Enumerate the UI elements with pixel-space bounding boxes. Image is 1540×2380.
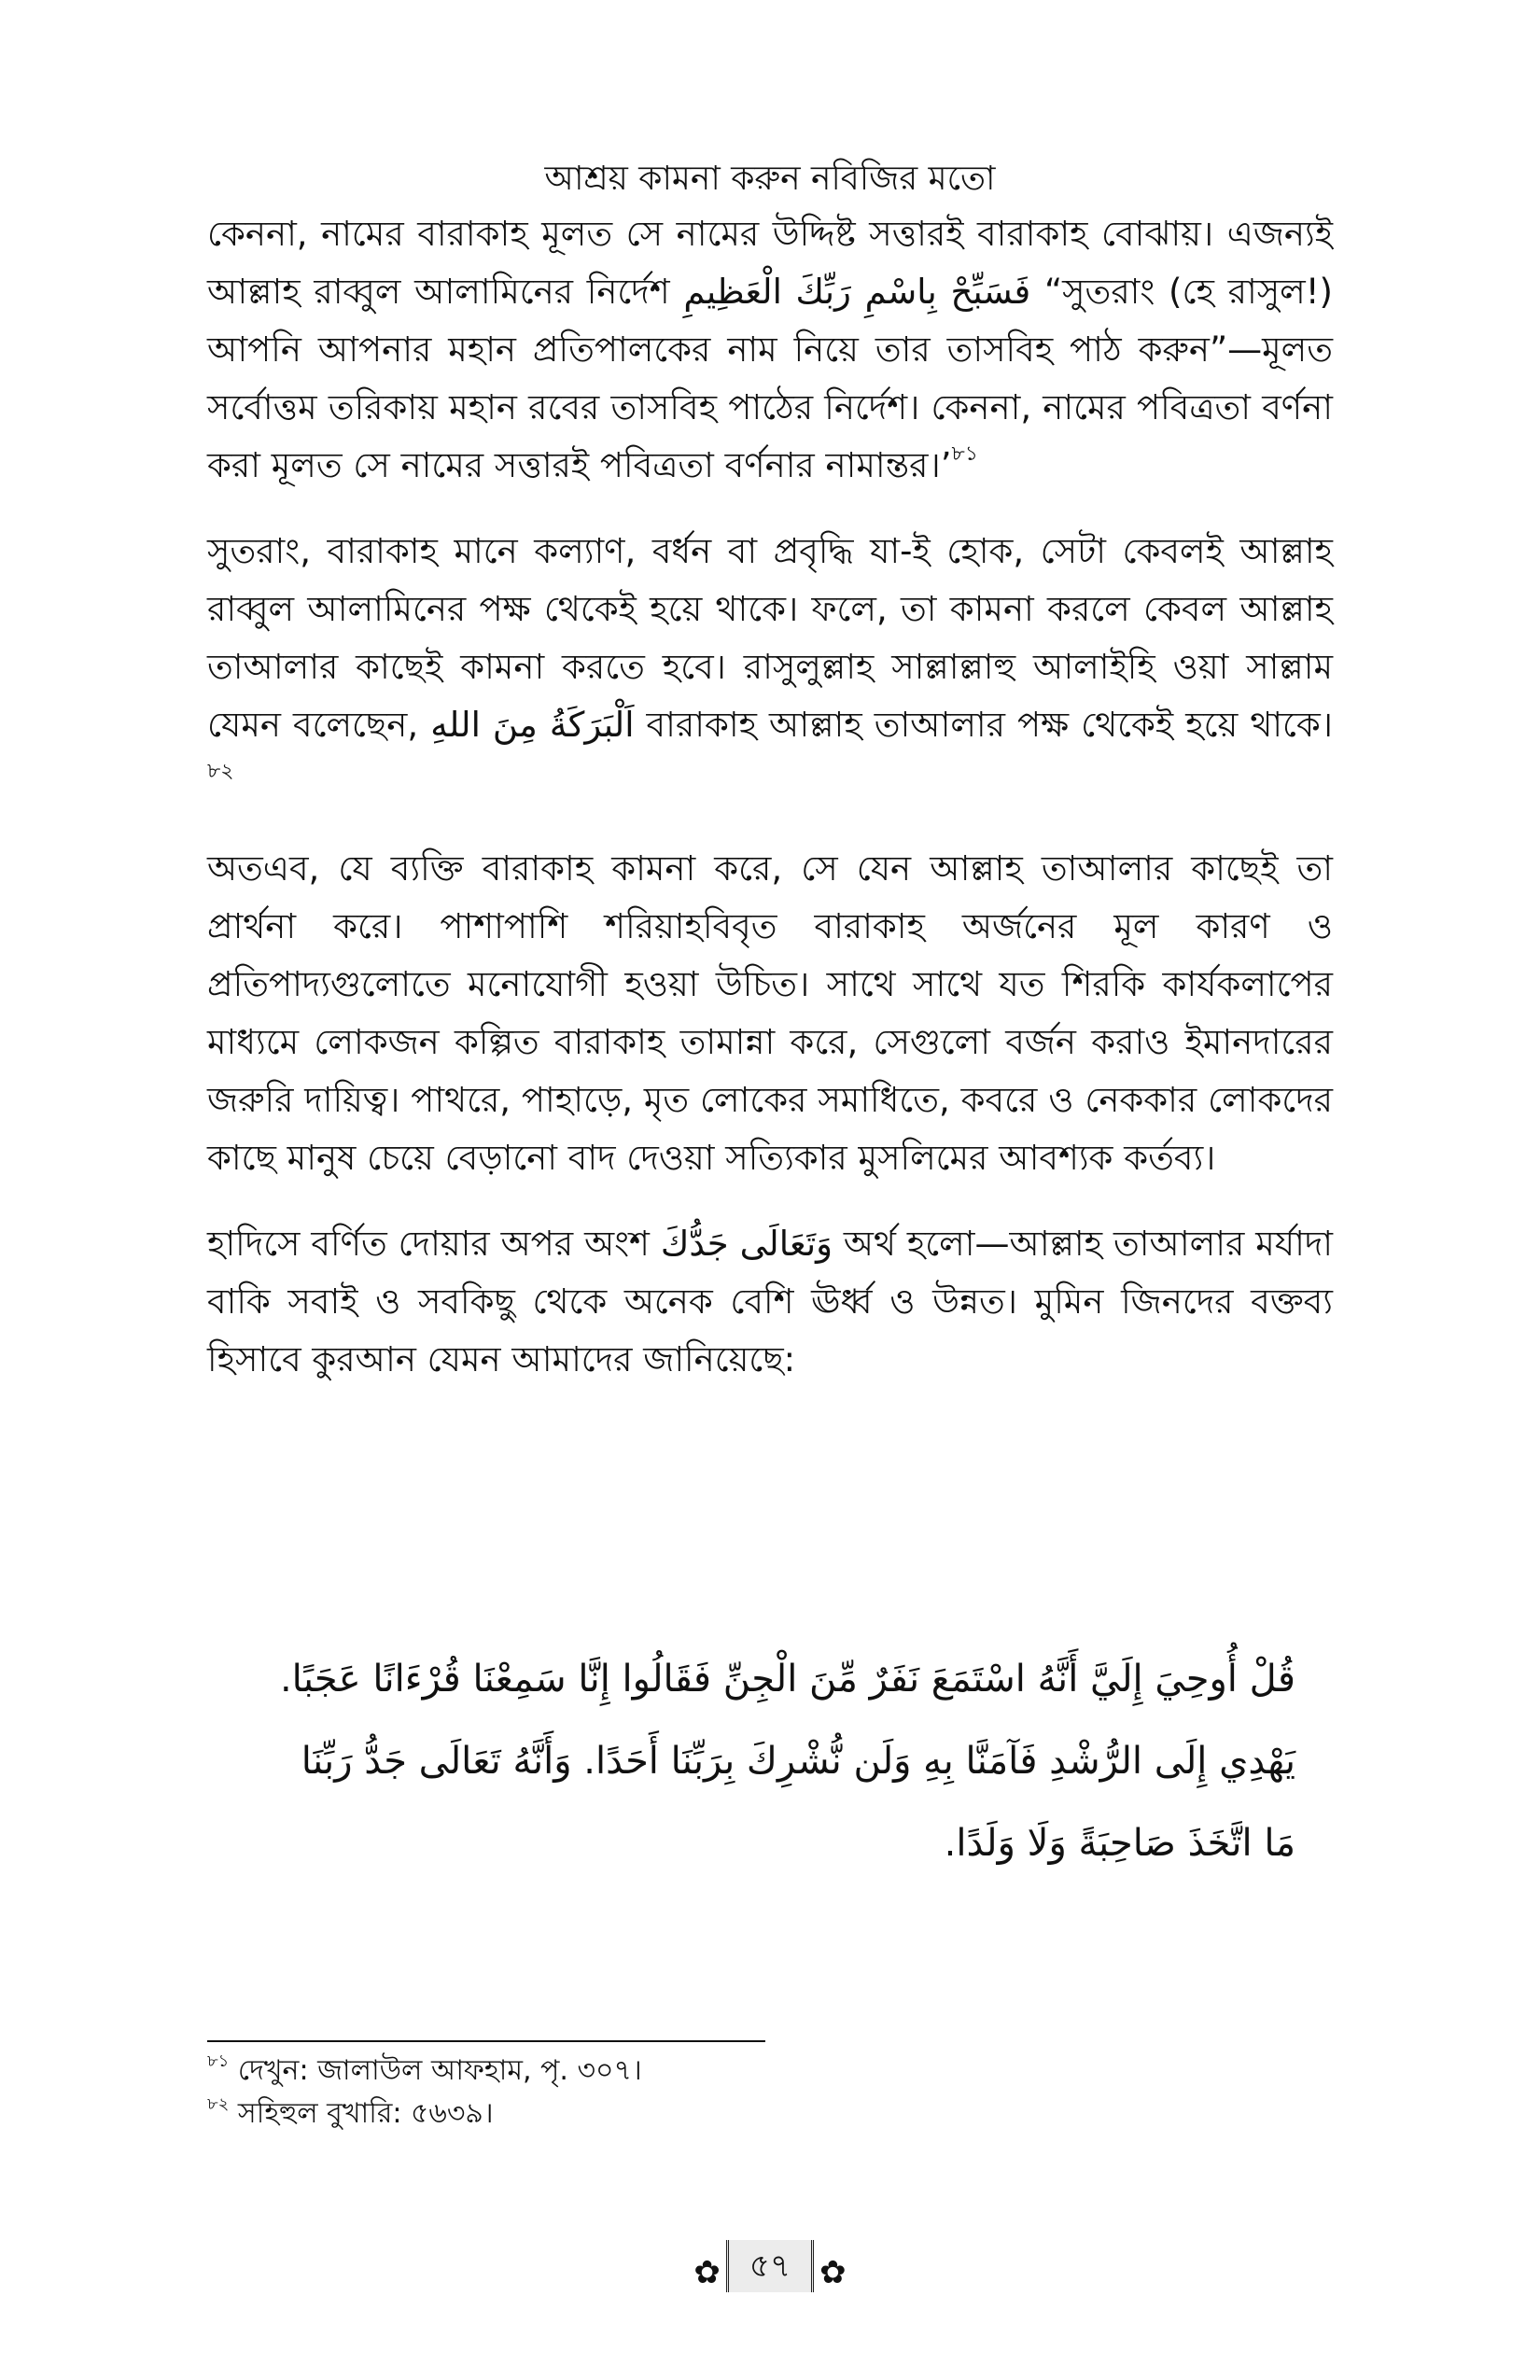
body-text xyxy=(207,205,1333,1417)
footnote-ref-81: ৮১ xyxy=(951,442,979,466)
quran-quote-block xyxy=(245,1638,1295,1884)
footnote-divider xyxy=(207,2040,765,2042)
arabic-verse-inline: فَسَبِّحْ بِاسْمِ رَبِّكَ الْعَظِيمِ xyxy=(683,272,1031,312)
footnotes xyxy=(207,2050,1327,2135)
arabic-phrase-inline: وَتَعَالَى جَدُّكَ xyxy=(660,1224,833,1264)
footnote-82: $^{৮২}$ সহিহুল বুখারি: ৫৬৩৯। xyxy=(207,2094,494,2130)
paragraph-1: কেননা, নামের বারাকাহ মূলত সে নামের উদ্দিষ্ট সত্তারই বারাকাহ বোঝায়। এজন্যই আল্লাহ রাব্বুল আলামিনের নির্দেশ فَسَبِّحْ بِاسْمِ رَبِّكَ الْعَظِيمِ “সুতরাং (হে রাসুল!) আপনি আপনার মহান প্রতিপালকের নাম নিয়ে তার তাসবিহ পাঠ করুন”—মূলত সর্বোত্তম তরিকায় মহান রবের তাসবিহ পাঠের নির্দেশ। কেননা, নামের পবিত্রতা বর্ণনা করা মূলত সে নামের সত্তারই পবিত্রতা বর্ণনার নামান্তর।’$^{৮১}$ xyxy=(207,214,1333,485)
paragraph-2: সুতরাং, বারাকাহ মানে কল্যাণ, বর্ধন বা প্রবৃদ্ধি যা-ই হোক, সেটা কেবলই আল্লাহ রাব্বুল আলামিনের পক্ষ থেকেই হয়ে থাকে। ফলে, তা কামনা করলে কেবল আল্লাহ তাআলার কাছেই কামনা করতে হবে। রাসুলুল্লাহ সাল্লাল্লাহু আলাইহি ওয়া সাল্লাম যেমন বলেছেন, اَلْبَرَكَةُ مِنَ اللهِ বারাকাহ আল্লাহ তাআলার পক্ষ থেকেই হয়ে থাকে।$^{৮২}$ xyxy=(207,531,1334,783)
arabic-hadith-inline: اَلْبَرَكَةُ مِنَ اللهِ xyxy=(430,705,635,745)
page-number-footer xyxy=(0,2240,1540,2292)
quran-line-2: يَهْدِي إِلَى الرُّشْدِ فَآمَنَّا بِهِ وَلَن نُّشْرِكَ بِرَبِّنَا أَحَدًا. وَأَنَّهُ تَعَالَى جَدُّ رَبِّنَا xyxy=(301,1740,1295,1783)
paragraph-4: হাদিসে বর্ণিত দোয়ার অপর অংশ وَتَعَالَى جَدُّكَ অর্থ হলো—আল্লাহ তাআলার মর্যাদা বাকি সবাই ও সবকিছু থেকে অনেক বেশি ঊর্ধ্ব ও উন্নত। মুমিন জিনদের বক্তব্য হিসাবে কুরআন যেমন আমাদের জানিয়েছে: xyxy=(207,1224,1334,1379)
page-number: ৫৭ xyxy=(726,2240,814,2292)
footnote-81: $^{৮১}$ দেখুন: জালাউল আফহাম, পৃ. ৩০৭। xyxy=(207,2051,642,2087)
paragraph-3: অতএব, যে ব্যক্তি বারাকাহ কামনা করে, সে যেন আল্লাহ তাআলার কাছেই তা প্রার্থনা করে। পাশাপাশি শরিয়াহবিবৃত বারাকাহ অর্জনের মূল কারণ ও প্রতিপাদ্যগুলোতে মনোযোগী হওয়া উচিত। সাথে সাথে যত শিরকি কার্যকলাপের মাধ্যমে লোকজন কল্পিত বারাকাহ তামান্না করে, সেগুলো বর্জন করাও ইমানদারের জরুরি দায়িত্ব। পাথরে, পাহাড়ে, মৃত লোকের সমাধিতে, কবরে ও নেককার লোকদের কাছে মানুষ চেয়ে বেড়ানো বাদ দেওয়া সত্যিকার মুসলিমের আবশ্যক কর্তব্য। xyxy=(207,848,1333,1178)
quran-line-1: قُلْ أُوحِيَ إِلَيَّ أَنَّهُ اسْتَمَعَ نَفَرٌ مِّنَ الْجِنِّ فَقَالُوا إِنَّا سَمِعْنَا قُرْءَانًا عَجَبًا. xyxy=(279,1658,1295,1701)
running-header: আশ্রয় কামনা করুন নবিজির মতো xyxy=(544,160,996,198)
ornament-right-icon: ✿ xyxy=(819,2253,847,2291)
ornament-left-icon: ✿ xyxy=(693,2253,721,2291)
footnote-ref-82: ৮২ xyxy=(207,760,234,783)
quran-line-3: مَا اتَّخَذَ صَاحِبَةً وَلَا وَلَدًا. xyxy=(944,1822,1295,1865)
